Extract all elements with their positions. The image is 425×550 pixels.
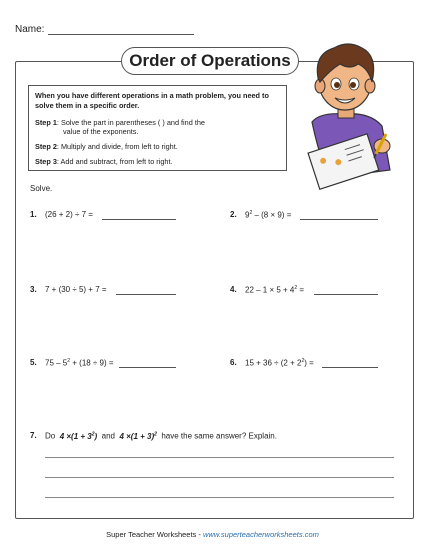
problem-6-number: 6. [230,358,237,367]
problem-4-answer[interactable] [314,294,378,295]
problem-1-number: 1. [30,210,37,219]
step-3-text: : Add and subtract, from left to right. [56,157,173,166]
problem-3-answer[interactable] [116,294,176,295]
problem-2-answer[interactable] [300,219,378,220]
name-field[interactable] [48,34,194,35]
problem-5-number: 5. [30,358,37,367]
problem-2-number: 2. [230,210,237,219]
problem-6-answer[interactable] [322,367,378,368]
problem-4-number: 4. [230,285,237,294]
step-2-label: Step 2 [35,142,57,151]
problem-3-expression: 7 + (30 ÷ 5) + 7 = [45,285,107,294]
step-1-continued: value of the exponents. [63,127,139,136]
answer-line-2[interactable] [45,477,394,478]
name-label: Name: [15,24,45,35]
question-7-number: 7. [30,431,37,440]
problem-2-expression: $9^2 - (8 \times 9)$ = [245,210,292,220]
footer-brand: Super Teacher Worksheets [106,530,197,539]
step-1-text: : Solve the part in parentheses ( ) and find the [56,118,205,127]
step-1 [35,118,280,127]
problem-4-expression: $22 - 1 \times 5 + 4^2$ = [245,285,305,295]
page-title: Order of Operations [129,51,291,70]
solve-label: Solve. [30,184,53,193]
problem-3-number: 3. [30,285,37,294]
answer-line-1[interactable] [45,457,394,458]
step-3-label: Step 3 [35,157,57,166]
problem-1-answer[interactable] [102,219,176,220]
step-2 [35,142,280,151]
problem-5-answer[interactable] [119,367,176,368]
step-2-text: : Multiply and divide, from left to right. [56,142,178,151]
problem-6-expression: $15 + 36 \div (2 + 2^2)$ = [245,358,314,368]
footer [0,530,425,539]
instructions-intro: When you have different operations in a math problem, you need to solve them in a specific order. [35,91,269,110]
problem-5-expression: $75 - 5^2 + (18 \div 9)$ = [45,358,114,368]
student-illustration [290,30,400,190]
footer-link[interactable]: www.superteacherworksheets.com [202,530,319,539]
problem-1-expression: (26 + 2) ÷ 7 = [45,210,93,219]
step-1-label: Step 1 [35,118,57,127]
step-3 [35,157,280,166]
question-7-text: Do $4 \times(1 + 3^2)$ and $4 \times(1 + 3)^2$ have the same answer? Explain. [45,431,277,441]
title-banner [121,47,299,75]
footer-separator: - [196,530,203,539]
answer-line-3[interactable] [45,497,394,498]
